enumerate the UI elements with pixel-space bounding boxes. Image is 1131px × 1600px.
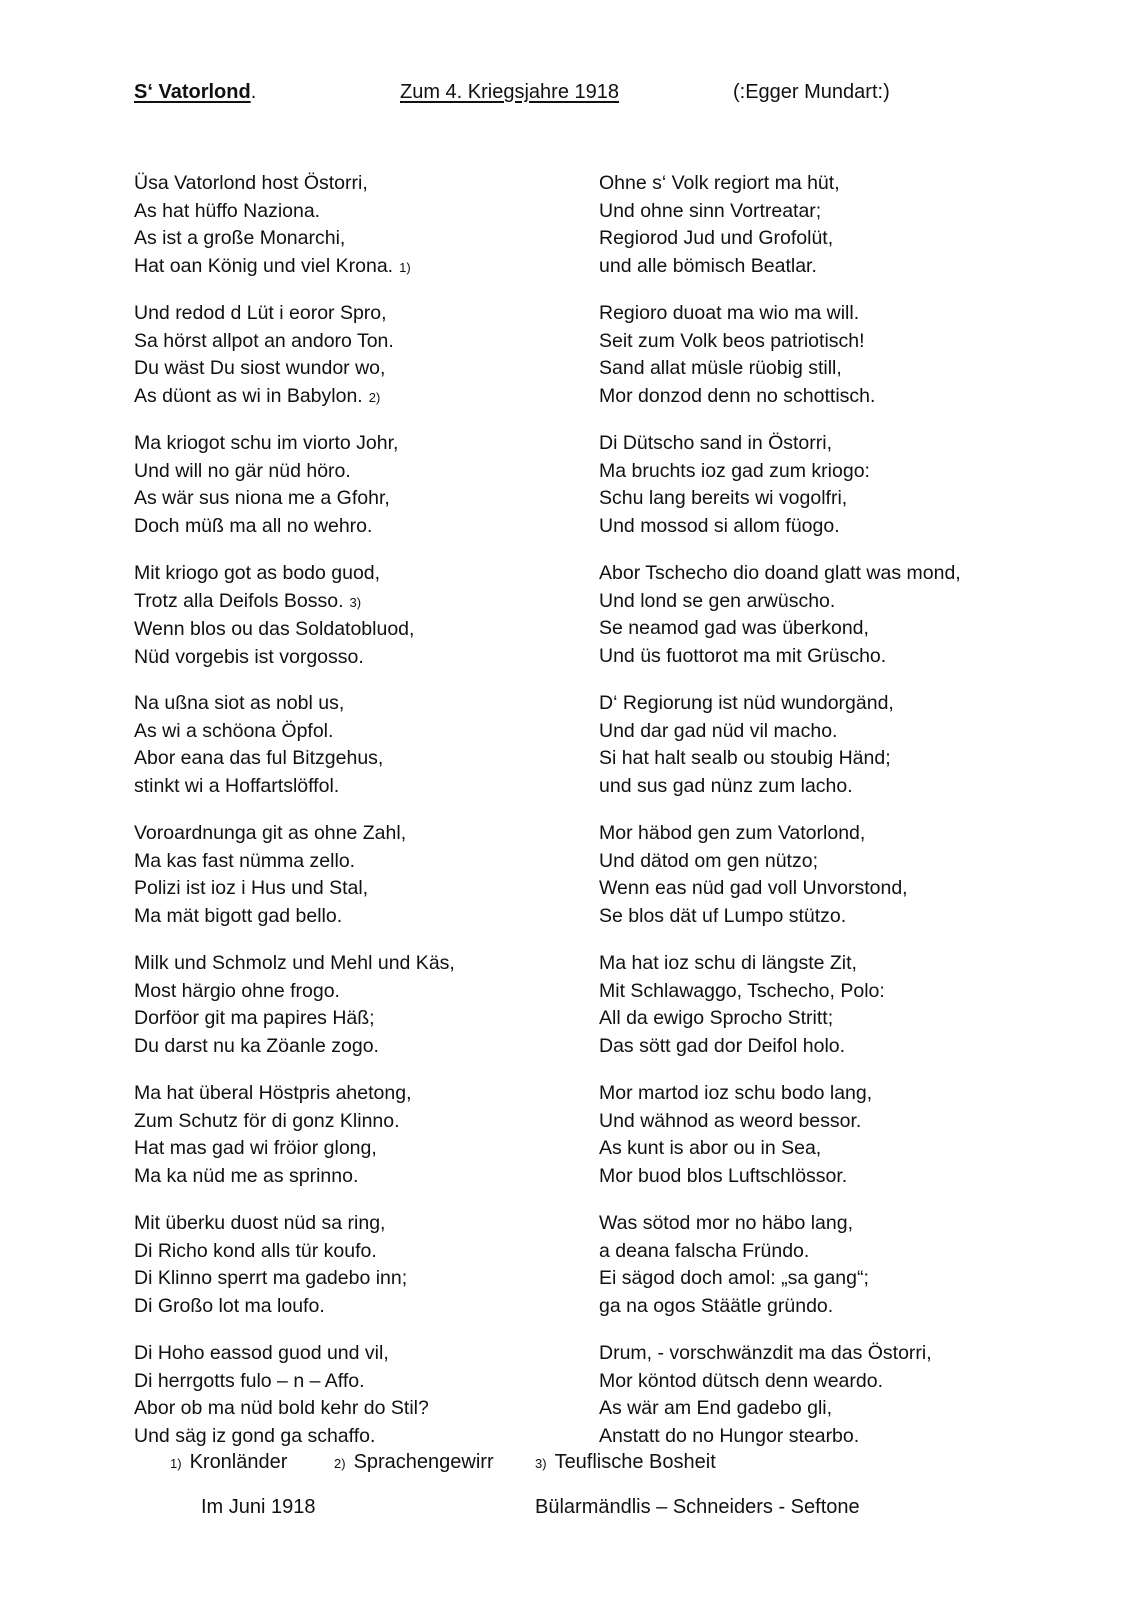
verse-line bbox=[599, 383, 961, 411]
verse-text: stinkt wi a Hoffartslöffol. bbox=[134, 774, 340, 797]
verse-line bbox=[599, 615, 961, 643]
verse-line bbox=[599, 1080, 961, 1108]
verse-line bbox=[134, 1108, 455, 1136]
verse-line bbox=[599, 1033, 961, 1061]
verse-line bbox=[134, 1423, 455, 1451]
verse-text: Was sötod mor no häbo lang, bbox=[599, 1212, 854, 1234]
verse-text: Du darst nu ka Zöanle zogo. bbox=[134, 1034, 379, 1057]
verse-text: Mor buod blos Luftschlössor. bbox=[599, 1164, 848, 1187]
verse-line bbox=[134, 1135, 455, 1163]
verse-line bbox=[134, 355, 455, 383]
verse-line bbox=[134, 718, 455, 746]
verse-line bbox=[599, 950, 961, 978]
verse-line bbox=[599, 458, 961, 486]
right-stanza bbox=[599, 170, 961, 300]
verse-text: Na ußna siot as nobl us, bbox=[134, 692, 345, 714]
verse-line bbox=[599, 1265, 961, 1293]
verse-text: ga na ogos Stäätle gründo. bbox=[599, 1294, 834, 1317]
verse-line bbox=[599, 1368, 961, 1396]
verse-line bbox=[599, 690, 961, 718]
footnote-1 bbox=[170, 1448, 287, 1478]
verse-line bbox=[599, 1293, 961, 1321]
verse-text: Abor ob ma nüd bold kehr do Stil? bbox=[134, 1397, 429, 1419]
verse-text: As hat hüffo Naziona. bbox=[134, 199, 321, 222]
verse-line bbox=[599, 1135, 961, 1163]
verse-text: Polizi ist ioz i Hus und Stal, bbox=[134, 877, 369, 899]
verse-text: Mit Schlawaggo, Tschecho, Polo: bbox=[599, 979, 885, 1002]
verse-text: Anstatt do no Hungor stearbo. bbox=[599, 1424, 860, 1447]
footnote-2-number: 2) bbox=[334, 1456, 346, 1471]
verse-line bbox=[599, 170, 961, 198]
verse-text: Und säg iz gond ga schaffo. bbox=[134, 1424, 376, 1447]
left-column bbox=[134, 170, 455, 1470]
verse-line bbox=[599, 1005, 961, 1033]
right-stanza bbox=[599, 950, 961, 1080]
verse-text: a deana falscha Fründo. bbox=[599, 1239, 810, 1262]
verse-line bbox=[134, 1163, 455, 1191]
verse-text: Drum, - vorschwänzdit ma das Östorri, bbox=[599, 1342, 932, 1364]
verse-line bbox=[134, 1238, 455, 1266]
verse-line bbox=[134, 588, 455, 617]
verse-text: As wi a schöona Öpfol. bbox=[134, 719, 334, 742]
verse-line bbox=[134, 950, 455, 978]
verse-line bbox=[599, 1340, 961, 1368]
verse-line bbox=[599, 253, 961, 281]
footnote-2-text: Sprachengewirr bbox=[353, 1451, 494, 1473]
verse-line bbox=[134, 1395, 455, 1423]
verse-text: Di herrgotts fulo – n – Affo. bbox=[134, 1369, 365, 1392]
verse-text: Milk und Schmolz und Mehl und Käs, bbox=[134, 952, 455, 974]
verse-line bbox=[134, 1080, 455, 1108]
verse-line bbox=[134, 644, 455, 672]
verse-text: As wär sus niona me a Gfohr, bbox=[134, 487, 390, 509]
footnote-1-number: 1) bbox=[170, 1456, 182, 1471]
right-stanza bbox=[599, 820, 961, 950]
right-stanza bbox=[599, 430, 961, 560]
verse-line bbox=[134, 820, 455, 848]
verse-text: Und redod d Lüt i eoror Spro, bbox=[134, 302, 387, 324]
verse-text: Und üs fuottorot ma mit Grüscho. bbox=[599, 644, 887, 667]
verse-line bbox=[599, 513, 961, 541]
verse-text: Und wähnod as weord bessor. bbox=[599, 1109, 862, 1132]
verse-text: Mit überku duost nüd sa ring, bbox=[134, 1212, 386, 1234]
verse-text: Ma kriogot schu im viorto Johr, bbox=[134, 432, 399, 454]
verse-text: Ma hat überal Höstpris ahetong, bbox=[134, 1082, 412, 1104]
verse-line bbox=[599, 745, 961, 773]
verse-line bbox=[134, 875, 455, 903]
dialect-note: (:Egger Mundart:) bbox=[733, 81, 890, 103]
verse-text: Abor Tschecho dio doand glatt was mond, bbox=[599, 562, 961, 584]
verse-text: Ohne s‘ Volk regiort ma hüt, bbox=[599, 172, 840, 194]
left-stanza bbox=[134, 430, 455, 560]
verse-text: Und mossod si allom füogo. bbox=[599, 514, 840, 537]
author-line: Bülarmändlis – Schneiders - Seftone bbox=[535, 1496, 860, 1518]
right-stanza bbox=[599, 300, 961, 430]
verse-line bbox=[134, 773, 455, 801]
verse-text: Regioro duoat ma wio ma will. bbox=[599, 302, 860, 324]
verse-text: All da ewigo Sprocho Stritt; bbox=[599, 1007, 834, 1029]
verse-text: Hat oan König und viel Krona. bbox=[134, 254, 394, 277]
verse-line bbox=[134, 300, 455, 328]
poem-title bbox=[134, 78, 256, 106]
verse-line bbox=[599, 1423, 961, 1451]
verse-line bbox=[599, 1108, 961, 1136]
verse-text: Voroardnunga git as ohne Zahl, bbox=[134, 822, 407, 844]
verse-text: Ei sägod doch amol: „sa gang“; bbox=[599, 1267, 869, 1289]
verse-text: Mor donzod denn no schottisch. bbox=[599, 384, 876, 407]
left-stanza bbox=[134, 300, 455, 430]
verse-text: Schu lang bereits wi vogolfri, bbox=[599, 487, 848, 509]
poem-title-period: . bbox=[250, 81, 257, 103]
verse-line bbox=[134, 1033, 455, 1061]
verse-text: Trotz alla Deifols Bosso. bbox=[134, 589, 344, 612]
verse-text: und alle bömisch Beatlar. bbox=[599, 254, 817, 277]
verse-line bbox=[134, 1340, 455, 1368]
verse-text: Di Klinno sperrt ma gadebo inn; bbox=[134, 1267, 408, 1289]
left-stanza bbox=[134, 820, 455, 950]
verse-text: Abor eana das ful Bitzgehus, bbox=[134, 747, 384, 769]
verse-text: Di Hoho eassod guod und vil, bbox=[134, 1342, 389, 1364]
verse-line bbox=[134, 225, 455, 253]
verse-text: Wenn blos ou das Soldatobluod, bbox=[134, 618, 415, 640]
poem-title-text: S‘ Vatorlond bbox=[134, 81, 251, 103]
verse-text: Di Richo kond alls tür koufo. bbox=[134, 1239, 377, 1262]
footnote-3-number: 3) bbox=[535, 1456, 547, 1471]
verse-line bbox=[599, 560, 961, 588]
verse-line bbox=[599, 978, 961, 1006]
verse-line bbox=[599, 1238, 961, 1266]
verse-text: Ma ka nüd me as sprinno. bbox=[134, 1164, 359, 1187]
verse-text: Zum Schutz för di gonz Klinno. bbox=[134, 1109, 400, 1132]
verse-line bbox=[599, 300, 961, 328]
verse-text: Und ohne sinn Vortreatar; bbox=[599, 199, 822, 222]
verse-line bbox=[134, 616, 455, 644]
verse-line bbox=[599, 903, 961, 931]
verse-line bbox=[134, 745, 455, 773]
verse-text: Se blos dät uf Lumpo stützo. bbox=[599, 904, 847, 927]
verse-text: Du wäst Du siost wundor wo, bbox=[134, 357, 386, 379]
poem-subtitle: Zum 4. Kriegsjahre 1918 bbox=[400, 81, 620, 103]
verse-line bbox=[134, 690, 455, 718]
right-stanza bbox=[599, 560, 961, 690]
right-stanza bbox=[599, 1080, 961, 1210]
verse-line bbox=[134, 328, 455, 356]
left-stanza bbox=[134, 560, 455, 690]
verse-text: Sand allat müsle rüobig still, bbox=[599, 357, 842, 379]
verse-text: Ma kas fast nümma zello. bbox=[134, 849, 356, 872]
verse-text: Und dätod om gen nützo; bbox=[599, 849, 818, 872]
verse-line bbox=[134, 1293, 455, 1321]
verse-line bbox=[599, 848, 961, 876]
verse-text: Mor köntod dütsch denn weardo. bbox=[599, 1369, 884, 1392]
verse-line bbox=[134, 430, 455, 458]
verse-text: Doch müß ma all no wehro. bbox=[134, 514, 373, 537]
verse-line bbox=[134, 1210, 455, 1238]
verse-line bbox=[599, 1163, 961, 1191]
verse-line bbox=[599, 643, 961, 671]
footnote-3 bbox=[535, 1448, 716, 1478]
verse-text: Regiorod Jud und Grofolüt, bbox=[599, 227, 834, 249]
verse-text: Mor häbod gen zum Vatorlond, bbox=[599, 822, 866, 844]
verse-line bbox=[134, 458, 455, 486]
verse-line bbox=[599, 485, 961, 513]
verse-line bbox=[134, 560, 455, 588]
verse-text: Und dar gad nüd vil macho. bbox=[599, 719, 838, 742]
verse-line bbox=[134, 383, 455, 412]
verse-text: As wär am End gadebo gli, bbox=[599, 1397, 833, 1419]
verse-text: D‘ Regiorung ist nüd wundorgänd, bbox=[599, 692, 894, 714]
verse-line bbox=[134, 513, 455, 541]
verse-text: Si hat halt sealb ou stoubig Händ; bbox=[599, 747, 891, 769]
verse-line bbox=[134, 903, 455, 931]
verse-text: Ma bruchts ioz gad zum kriogo: bbox=[599, 459, 870, 482]
verse-line bbox=[599, 198, 961, 226]
verse-text: Üsa Vatorlond host Östorri, bbox=[134, 172, 368, 194]
verse-text: Di Dütscho sand in Östorri, bbox=[599, 432, 833, 454]
left-stanza bbox=[134, 690, 455, 820]
left-stanza bbox=[134, 950, 455, 1080]
left-stanza bbox=[134, 1080, 455, 1210]
date-line: Im Juni 1918 bbox=[201, 1496, 316, 1518]
footnote-marker: 1) bbox=[399, 259, 411, 275]
verse-line bbox=[134, 978, 455, 1006]
verse-text: Di Großo lot ma loufo. bbox=[134, 1294, 325, 1317]
verse-text: Nüd vorgebis ist vorgosso. bbox=[134, 645, 364, 668]
right-stanza bbox=[599, 690, 961, 820]
verse-text: Mit kriogo got as bodo guod, bbox=[134, 562, 381, 584]
verse-line bbox=[599, 328, 961, 356]
verse-text: Hat mas gad wi fröior glong, bbox=[134, 1137, 377, 1159]
footnote-2 bbox=[334, 1448, 494, 1478]
verse-line bbox=[134, 1368, 455, 1396]
verse-line bbox=[599, 1395, 961, 1423]
verse-text: und sus gad nünz zum lacho. bbox=[599, 774, 853, 797]
verse-line bbox=[134, 253, 455, 282]
footnote-marker: 3) bbox=[349, 594, 362, 610]
verse-line bbox=[134, 1005, 455, 1033]
verse-line bbox=[599, 588, 961, 616]
verse-line bbox=[599, 820, 961, 848]
verse-text: Se neamod gad was überkond, bbox=[599, 617, 869, 639]
verse-text: Dorföor git ma papires Häß; bbox=[134, 1007, 375, 1029]
right-stanza bbox=[599, 1210, 961, 1340]
verse-line bbox=[134, 170, 455, 198]
verse-text: Ma hat ioz schu di längste Zit, bbox=[599, 952, 857, 974]
footnote-3-text: Teuflische Bosheit bbox=[554, 1451, 716, 1473]
verse-text: Und will no gär nüd höro. bbox=[134, 459, 351, 482]
verse-text: As ist a große Monarchi, bbox=[134, 227, 346, 249]
verse-text: Ma mät bigott gad bello. bbox=[134, 904, 343, 927]
verse-line bbox=[599, 225, 961, 253]
verse-text: Sa hörst allpot an andoro Ton. bbox=[134, 329, 394, 352]
verse-line bbox=[599, 1210, 961, 1238]
right-column bbox=[599, 170, 961, 1470]
verse-line bbox=[134, 485, 455, 513]
verse-line bbox=[134, 1265, 455, 1293]
verse-text: Most härgio ohne frogo. bbox=[134, 979, 340, 1002]
verse-text: Und lond se gen arwüscho. bbox=[599, 589, 836, 612]
verse-line bbox=[599, 355, 961, 383]
verse-line bbox=[599, 718, 961, 746]
verse-line bbox=[134, 848, 455, 876]
left-stanza bbox=[134, 170, 455, 300]
footnote-1-text: Kronländer bbox=[189, 1451, 288, 1473]
verse-text: As kunt is abor ou in Sea, bbox=[599, 1137, 822, 1159]
verse-text: Das sött gad dor Deifol holo. bbox=[599, 1034, 846, 1057]
verse-text: Mor martod ioz schu bodo lang, bbox=[599, 1082, 873, 1104]
footnote-marker: 2) bbox=[368, 389, 381, 405]
verse-line bbox=[599, 430, 961, 458]
verse-text: As düont as wi in Babylon. bbox=[134, 384, 363, 407]
verse-text: Seit zum Volk beos patriotisch! bbox=[599, 329, 865, 352]
left-stanza bbox=[134, 1210, 455, 1340]
verse-text: Wenn eas nüd gad voll Unvorstond, bbox=[599, 877, 908, 899]
verse-line bbox=[599, 875, 961, 903]
verse-line bbox=[134, 198, 455, 226]
verse-line bbox=[599, 773, 961, 801]
